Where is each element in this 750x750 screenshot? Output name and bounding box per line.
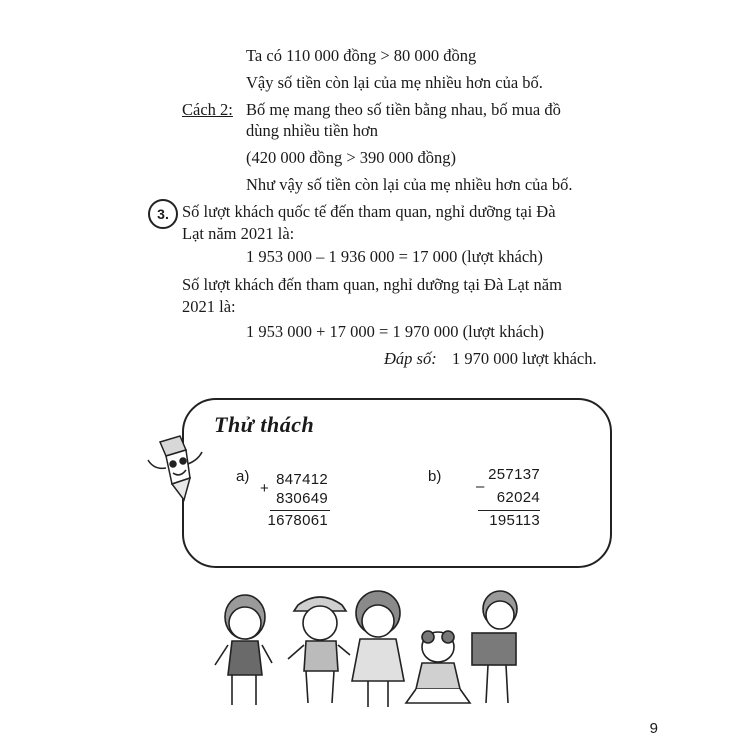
addend-2: 830649 (276, 490, 328, 507)
problem-number-badge: 3. (148, 199, 178, 229)
answer-value: 1 970 000 lượt khách. (452, 349, 597, 368)
pencil-mascot-icon (140, 428, 210, 508)
text-line: Bố mẹ mang theo số tiền bằng nhau, bố mua đồ (246, 100, 561, 119)
equation-line: 1 953 000 + 17 000 = 1 970 000 (lượt khách) (246, 322, 544, 341)
text-line: dùng nhiều tiền hơn (246, 121, 378, 140)
minuend: 257137 (488, 466, 540, 483)
sum-result: 1678061 (267, 512, 328, 529)
text-line: Số lượt khách đến tham quan, nghỉ dưỡng tại Đà Lạt năm (182, 275, 562, 294)
equation-line: 1 953 000 – 1 936 000 = 17 000 (lượt khách) (246, 247, 543, 266)
part-a-label: a) (236, 468, 250, 485)
text-line: Ta có 110 000 đồng > 80 000 đồng (246, 46, 477, 65)
text-line: (420 000 đồng > 390 000 đồng) (246, 148, 457, 167)
text-line: 2021 là: (182, 297, 236, 316)
children-illustration (210, 585, 540, 715)
minus-sign: – (476, 478, 485, 495)
text-line: Số lượt khách quốc tế đến tham quan, nghỉ dưỡng tại Đà (182, 202, 556, 221)
method-2-label: Cách 2: (182, 100, 233, 119)
sum-line (270, 510, 330, 511)
difference-line (478, 510, 540, 511)
plus-sign: + (260, 480, 269, 497)
text-line: Vậy số tiền còn lại của mẹ nhiều hơn của bố. (246, 73, 543, 92)
challenge-title: Thử thách (214, 412, 315, 437)
subtrahend: 62024 (496, 489, 540, 506)
answer-label: Đáp số: (384, 349, 437, 368)
page-number: 9 (649, 720, 658, 737)
addend-1: 847412 (276, 471, 328, 488)
difference-result: 195113 (489, 512, 540, 529)
text-line: Lạt năm 2021 là: (182, 224, 295, 243)
text-line: Như vậy số tiền còn lại của mẹ nhiều hơn của bố. (246, 175, 573, 194)
part-b-label: b) (428, 468, 442, 485)
